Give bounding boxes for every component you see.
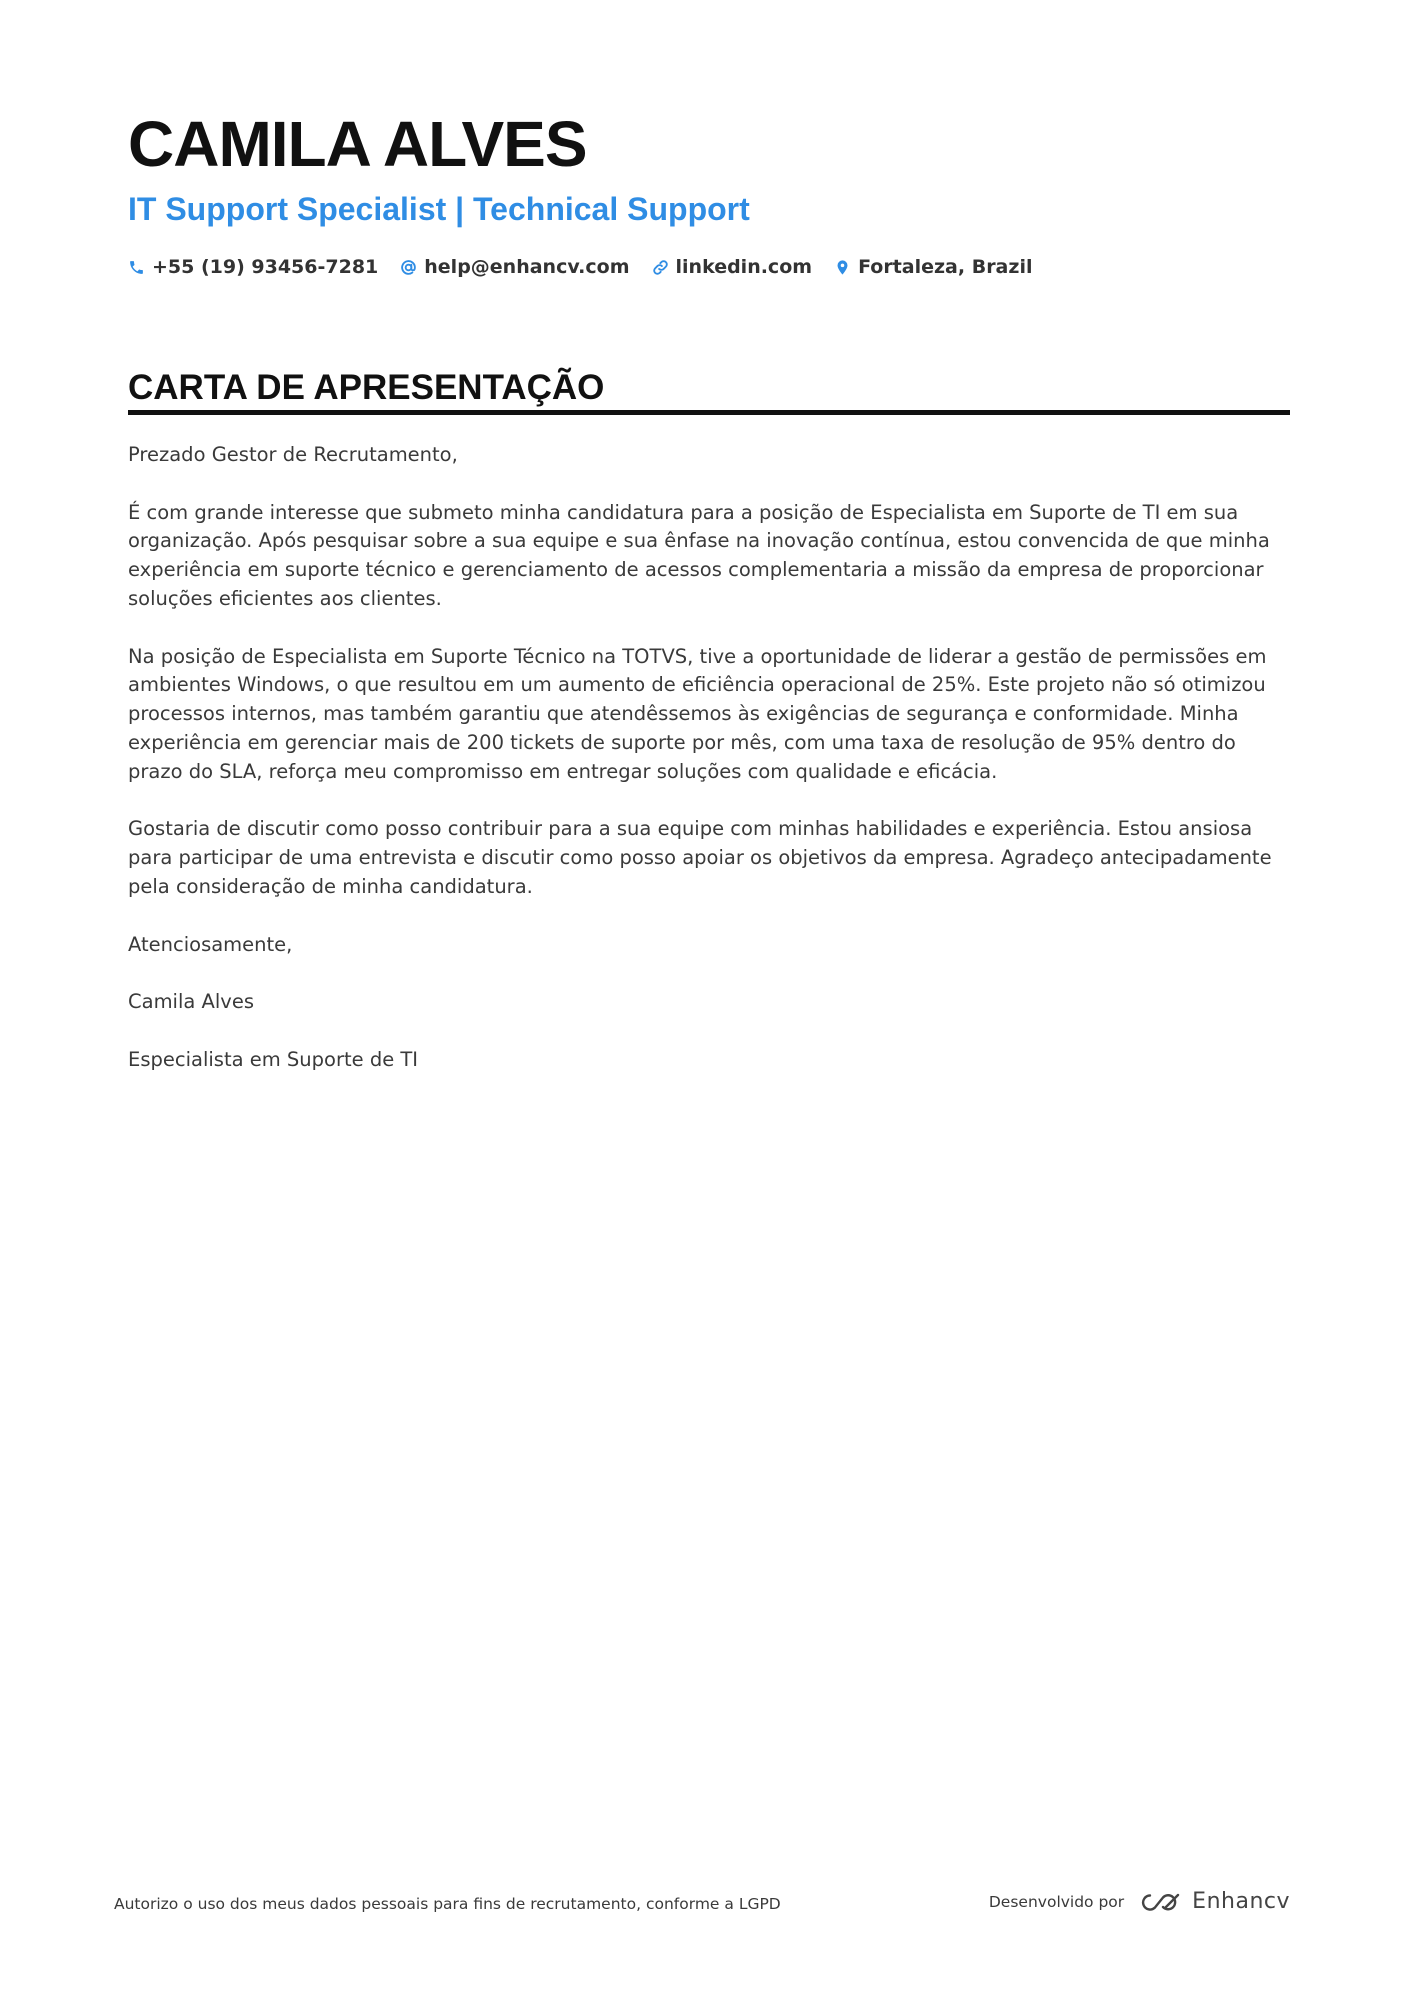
consent-note: Autorizo o uso dos meus dados pessoais para fins de recrutamento, conforme a LGPD [114, 1895, 781, 1913]
letter-closing: Atenciosamente, [128, 932, 293, 956]
contact-email-text: help@enhancv.com [424, 256, 630, 278]
phone-icon [128, 259, 145, 276]
powered-by[interactable] [989, 1889, 1290, 1914]
enhancv-logo-icon [1136, 1890, 1182, 1914]
section-title: CARTA DE APRESENTAÇÃO [128, 368, 605, 407]
contact-phone[interactable] [128, 256, 378, 278]
candidate-title: IT Support Specialist | Technical Support [128, 191, 750, 227]
letter-paragraph: É com grande interesse que submeto minha candidatura para a posição de Especialista em Suporte de TI em sua organização. Após pesquisar sobre a sua equipe e sua ênfase na inovação contínua, estou convencida de que minha experiência em suporte técnico e gerenciamento de acessos complementaria a missão da empresa de proporcionar soluções eficientes aos clientes. [128, 500, 1270, 610]
contact-location-text: Fortaleza, Brazil [858, 256, 1033, 278]
contact-phone-text: +55 (19) 93456-7281 [152, 256, 379, 278]
contact-email[interactable] [400, 256, 629, 278]
candidate-name: CAMILA ALVES [128, 108, 587, 180]
letter-signature-title: Especialista em Suporte de TI [128, 1047, 419, 1071]
letter-paragraph: Gostaria de discutir como posso contribuir para a sua equipe com minhas habilidades e experiência. Estou ansiosa para participar de uma entrevista e discutir como posso apoiar os objetivos da empresa. Agradeço antecipadamente pela consideração de minha candidatura. [128, 817, 1272, 898]
contact-bar [128, 256, 1032, 278]
location-pin-icon [834, 259, 851, 276]
brand-name: Enhancv [1192, 1889, 1290, 1914]
section-divider [128, 410, 1290, 415]
link-icon [652, 259, 669, 276]
letter-signature-name: Camila Alves [128, 990, 254, 1014]
brand-logo[interactable] [1136, 1889, 1290, 1914]
letter-paragraph: Na posição de Especialista em Suporte Técnico na TOTVS, tive a oportunidade de liderar a gestão de permissões em ambientes Windows, o que resultou em um aumento de eficiência operacional de 25%. Este projeto não só otimizou processos internos, mas também garantiu que atendêssemos às exigências de segurança e conformidade. Minha experiência em gerenciar mais de 200 tickets de suporte por mês, com uma taxa de resolução de 95% dentro do prazo do SLA, reforça meu compromisso em entregar soluções com qualidade e eficácia. [128, 644, 1267, 783]
contact-linkedin-text: linkedin.com [675, 256, 813, 278]
at-sign-icon [400, 259, 417, 276]
powered-by-label: Desenvolvido por [988, 1892, 1125, 1911]
contact-linkedin[interactable] [652, 256, 813, 278]
letter-greeting: Prezado Gestor de Recrutamento, [128, 443, 458, 466]
letter-body [128, 441, 1290, 1103]
contact-location [834, 256, 1032, 278]
